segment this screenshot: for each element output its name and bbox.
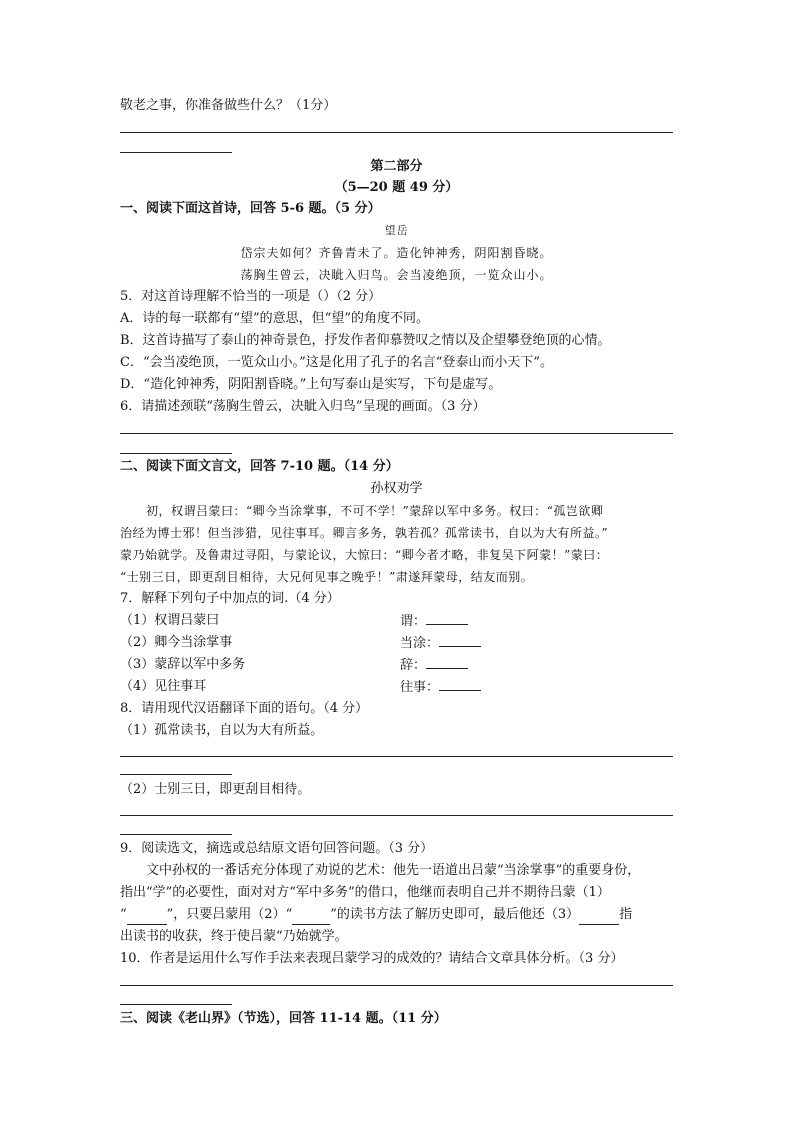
fill-blank[interactable] xyxy=(439,634,481,647)
section-heading: 三、阅读《老山界》（节选），回答 11-14 题。（11 分） xyxy=(120,1011,447,1026)
question-10: 10．作者是运用什么写作手法来表现吕蒙学习的成效的？请结合文章具体分析。（3 分） xyxy=(120,951,624,966)
classical-text-line: 初，权谓吕蒙曰：“卿今当涂掌事，不可不学！”蒙辞以军中多务。权曰：“孤岂欲卿 xyxy=(146,504,604,518)
q9-text: 文中孙权的一番话充分体现了劝说的艺术：他先一语道出吕蒙“当涂掌事”的重要身份， xyxy=(146,863,641,878)
question-7: 7．解释下列句子中加点的词.（4 分） xyxy=(120,591,340,606)
fill-blank[interactable] xyxy=(127,906,167,925)
question-5: 5．对这首诗理解不恰当的一项是（）（2 分） xyxy=(120,289,382,304)
answer-line-end[interactable] xyxy=(120,453,232,454)
q7-item-left: （1）权谓吕蒙曰 xyxy=(120,613,220,628)
question-6: 6．请描述颈联“荡胸生曾云，决眦入归鸟”呈现的画面。（3 分） xyxy=(120,399,486,414)
intro-question: 敬老之事，你准备做些什么？（1分） xyxy=(120,98,337,113)
question-8: 8．请用现代汉语翻译下面的语句。（4 分） xyxy=(120,701,369,716)
option-c[interactable]: C．“会当凌绝顶，一览众山小。”这是化用了孔子的名言“登泰山而小天下”。 xyxy=(120,355,554,370)
answer-line-end[interactable] xyxy=(120,774,232,775)
q9-text: 出读书的收获，终于使吕蒙“乃始就学。 xyxy=(120,929,348,944)
q9-text: “ ”，只要吕蒙用（2）“ ”的读书方法了解历史即可，最后他还（3） 指 xyxy=(120,906,632,925)
section-heading: 一、阅读下面这首诗，回答 5-6 题。（5 分） xyxy=(120,201,381,216)
classical-text-line: 治经为博士邪！但当涉猎，见往事耳。卿言多务，孰若孤？孤常读书，自以为大有所益。” xyxy=(120,526,609,540)
q7-item-right[interactable]: 谓： xyxy=(400,612,468,631)
classical-text-line: 蒙乃始就学。及鲁肃过寻阳，与蒙论议，大惊曰：“卿今者才略，非复吴下阿蒙！”蒙曰： xyxy=(120,548,609,562)
answer-line[interactable] xyxy=(120,433,673,434)
fill-blank[interactable] xyxy=(426,612,468,625)
text-title: 孙权劝学 xyxy=(370,481,423,496)
option-a[interactable]: A．诗的每一联都有“望”的意思，但“望”的角度不同。 xyxy=(120,311,429,326)
fill-blank[interactable] xyxy=(439,678,481,691)
q7-item-right[interactable]: 往事： xyxy=(400,678,481,697)
part-subtitle: （5—20 题 49 分） xyxy=(334,180,459,195)
answer-line-end[interactable] xyxy=(120,1004,232,1005)
question-9: 9．阅读选文，摘选或总结原文语句回答问题。（3 分） xyxy=(120,841,434,856)
q7-item-left: （2）卿今当涂掌事 xyxy=(120,635,233,650)
answer-line[interactable] xyxy=(120,132,673,133)
poem-title: 望岳 xyxy=(384,224,409,237)
classical-text-line: “士别三日，即更刮目相待，大兄何见事之晚乎！”肃遂拜蒙母，结友而别。 xyxy=(120,570,534,584)
q8-item: （2）士别三日，即更刮目相待。 xyxy=(120,782,311,797)
fill-blank[interactable] xyxy=(579,906,619,925)
answer-line[interactable] xyxy=(120,815,673,816)
q7-item-right[interactable]: 辞： xyxy=(400,656,468,675)
part-title: 第二部分 xyxy=(370,159,423,174)
fill-blank[interactable] xyxy=(292,906,330,925)
fill-blank[interactable] xyxy=(426,656,468,669)
q7-item-left: （4）见往事耳 xyxy=(120,679,207,694)
section-heading: 二、阅读下面文言文，回答 7-10 题。（14 分） xyxy=(120,459,399,474)
poem-line: 荡胸生曾云，决眦入归鸟。会当凌绝顶，一览众山小。 xyxy=(240,268,553,282)
answer-line[interactable] xyxy=(120,756,673,757)
q7-item-right[interactable]: 当涂： xyxy=(400,634,481,653)
q7-item-left: （3）蒙辞以军中多务 xyxy=(120,657,246,672)
poem-line: 岱宗夫如何？齐鲁青未了。造化钟神秀，阴阳割昏晓。 xyxy=(240,246,553,260)
option-d[interactable]: D．“造化钟神秀，阴阳割昏晓。”上句写泰山是实写，下句是虚写。 xyxy=(120,377,502,392)
q9-text: 指出“学”的必要性，面对对方“军中多务”的借口，他继而表明自己并不期待吕蒙（1） xyxy=(120,885,610,900)
answer-line-end[interactable] xyxy=(120,152,232,153)
answer-line[interactable] xyxy=(120,985,673,986)
answer-line-end[interactable] xyxy=(120,834,232,835)
option-b[interactable]: B．这首诗描写了泰山的神奇景色，抒发作者仰慕赞叹之情以及企望攀登绝顶的心情。 xyxy=(120,333,611,348)
q8-item: （1）孤常读书，自以为大有所益。 xyxy=(120,723,324,738)
